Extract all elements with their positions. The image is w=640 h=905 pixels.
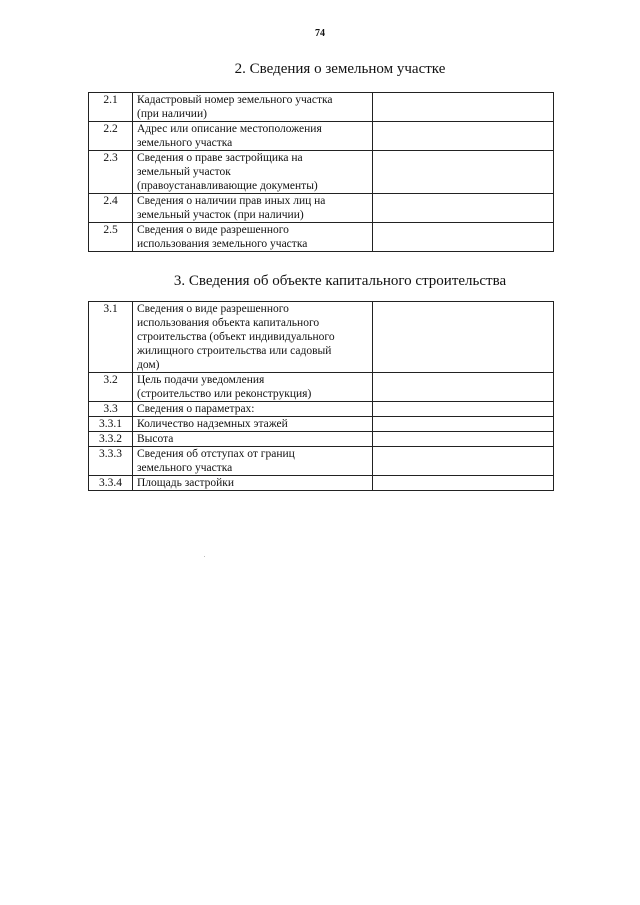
table-row bbox=[89, 447, 554, 476]
row-label-line: Цель подачи уведомления bbox=[137, 374, 265, 386]
row-label-line: использования земельного участка bbox=[137, 238, 308, 250]
row-label bbox=[133, 476, 373, 491]
table-row bbox=[89, 223, 554, 252]
row-value-field[interactable] bbox=[373, 417, 554, 432]
row-label bbox=[133, 151, 373, 194]
page-number: 74 bbox=[315, 28, 325, 39]
row-number: 2.5 bbox=[89, 223, 133, 252]
row-value-field[interactable] bbox=[373, 93, 554, 122]
table-row bbox=[89, 302, 554, 373]
table-row bbox=[89, 93, 554, 122]
row-label-line: Сведения об отступах от границ bbox=[137, 448, 295, 460]
row-value-field[interactable] bbox=[373, 194, 554, 223]
row-label-line: использования объекта капитального bbox=[137, 317, 320, 329]
table-row bbox=[89, 402, 554, 417]
row-label-line: (при наличии) bbox=[137, 108, 207, 120]
row-value-field[interactable] bbox=[373, 447, 554, 476]
row-label bbox=[133, 122, 373, 151]
table-row bbox=[89, 417, 554, 432]
row-number: 3.2 bbox=[89, 373, 133, 402]
row-label-line: строительства (объект индивидуального bbox=[137, 331, 335, 343]
land-plot-info-table bbox=[88, 92, 554, 252]
row-label-line: Сведения о параметрах: bbox=[137, 403, 255, 415]
row-number: 2.4 bbox=[89, 194, 133, 223]
row-number: 3.3.1 bbox=[89, 417, 133, 432]
row-label-line: жилищного строительства или садовый bbox=[137, 345, 332, 357]
row-label-line: Количество надземных этажей bbox=[137, 418, 288, 430]
row-value-field[interactable] bbox=[373, 373, 554, 402]
row-label-line: Площадь застройки bbox=[137, 477, 235, 489]
row-label bbox=[133, 302, 373, 373]
row-value-field[interactable] bbox=[373, 402, 554, 417]
row-label-line: земельный участок bbox=[137, 166, 231, 178]
row-label bbox=[133, 417, 373, 432]
section-3-title: 3. Сведения об объекте капитального строительства bbox=[173, 273, 507, 289]
row-value-field[interactable] bbox=[373, 432, 554, 447]
table-row bbox=[89, 194, 554, 223]
row-label-line: земельный участок (при наличии) bbox=[137, 209, 304, 221]
row-value-field[interactable] bbox=[373, 223, 554, 252]
row-label-line: Высота bbox=[137, 433, 174, 445]
row-label-line: Сведения о виде разрешенного bbox=[137, 224, 289, 236]
table-row bbox=[89, 373, 554, 402]
row-number: 2.3 bbox=[89, 151, 133, 194]
row-value-field[interactable] bbox=[373, 476, 554, 491]
row-value-field[interactable] bbox=[373, 122, 554, 151]
row-label-line: Сведения о виде разрешенного bbox=[137, 303, 289, 315]
row-number: 3.3.3 bbox=[89, 447, 133, 476]
row-label bbox=[133, 223, 373, 252]
row-label-line: Кадастровый номер земельного участка bbox=[137, 94, 333, 106]
row-label-line: (строительство или реконструкция) bbox=[137, 388, 312, 400]
row-label bbox=[133, 447, 373, 476]
row-number: 2.1 bbox=[89, 93, 133, 122]
table-row bbox=[89, 432, 554, 447]
row-label bbox=[133, 432, 373, 447]
row-number: 3.1 bbox=[89, 302, 133, 373]
row-label-line: Адрес или описание местоположения bbox=[137, 123, 322, 135]
row-label bbox=[133, 93, 373, 122]
capital-construction-info-table bbox=[88, 301, 554, 491]
row-label-line: земельного участка bbox=[137, 462, 233, 474]
row-label bbox=[133, 402, 373, 417]
row-value-field[interactable] bbox=[373, 302, 554, 373]
row-label-line: дом) bbox=[137, 359, 160, 371]
row-number: 2.2 bbox=[89, 122, 133, 151]
table-row bbox=[89, 122, 554, 151]
row-label bbox=[133, 373, 373, 402]
row-label-line: (правоустанавливающие документы) bbox=[137, 180, 318, 192]
row-label bbox=[133, 194, 373, 223]
table-row bbox=[89, 476, 554, 491]
row-value-field[interactable] bbox=[373, 151, 554, 194]
row-label-line: Сведения о праве застройщика на bbox=[137, 152, 303, 164]
scan-speck bbox=[204, 556, 205, 557]
row-number: 3.3.2 bbox=[89, 432, 133, 447]
section-2-title: 2. Сведения о земельном участке bbox=[234, 61, 446, 77]
table-row bbox=[89, 151, 554, 194]
row-number: 3.3 bbox=[89, 402, 133, 417]
row-label-line: Сведения о наличии прав иных лиц на bbox=[137, 195, 326, 207]
row-label-line: земельного участка bbox=[137, 137, 233, 149]
row-number: 3.3.4 bbox=[89, 476, 133, 491]
